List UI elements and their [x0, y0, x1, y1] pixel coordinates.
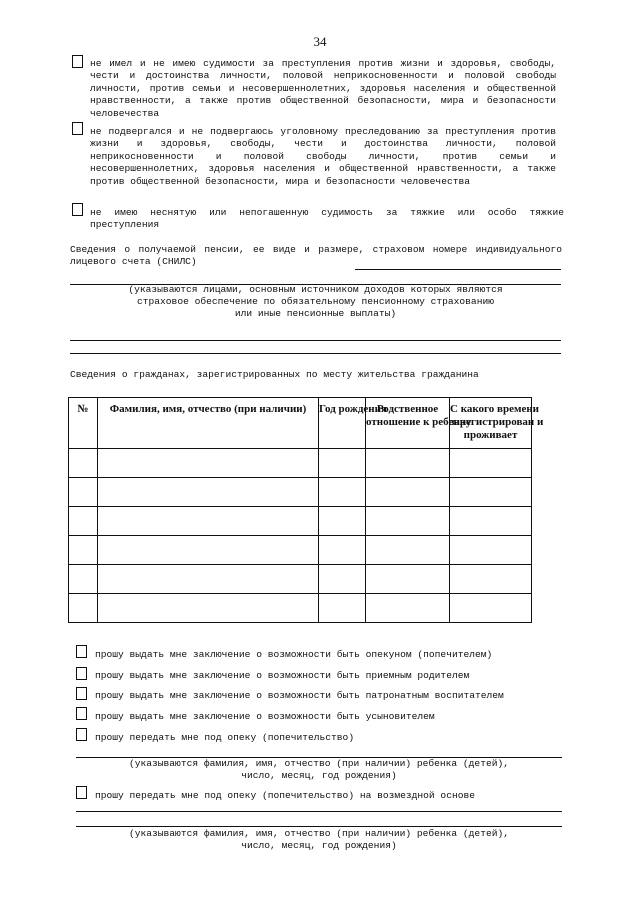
cell[interactable] [319, 449, 366, 478]
cell[interactable] [98, 565, 319, 594]
request-guardianship-transfer: прошу передать мне под опеку (попечительство) [95, 732, 355, 743]
child-caption-2: (указываются фамилия, имя, отчество (при наличии) ребенка (детей), число, месяц, год рождения) [129, 828, 509, 852]
cell[interactable] [450, 594, 532, 623]
child-field-line-2b[interactable] [76, 826, 562, 827]
cell[interactable] [319, 478, 366, 507]
cell[interactable] [366, 536, 450, 565]
cell[interactable] [69, 594, 98, 623]
registered-title: Сведения о гражданах, зарегистрированных по месту жительства гражданина [70, 369, 479, 380]
table-row [69, 594, 532, 623]
cell[interactable] [319, 507, 366, 536]
cell[interactable] [450, 507, 532, 536]
request-foster-parent: прошу выдать мне заключение о возможности быть приемным родителем [95, 670, 470, 681]
header-birth: Год рождения [319, 398, 366, 449]
cell[interactable] [450, 536, 532, 565]
declaration-no-grave-conviction: не имею неснятую или непогашенную судимость за тяжкие или особо тяжкие преступления [90, 207, 564, 231]
checkbox-no-prosecution[interactable] [72, 122, 83, 135]
pension-label: Сведения о получаемой пенсии, ее виде и размере, страховом номере индивидуального лицевого счета (СНИЛС) [70, 244, 562, 268]
checkbox-paid-guardianship[interactable] [76, 786, 87, 799]
request-patronage: прошу выдать мне заключение о возможности быть патронатным воспитателем [95, 690, 504, 701]
cell[interactable] [69, 478, 98, 507]
table-row [69, 478, 532, 507]
header-relation: Родственное отношение к ребенку [366, 398, 450, 449]
page-number: 34 [313, 34, 327, 49]
checkbox-no-grave-conviction[interactable] [72, 203, 83, 216]
cell[interactable] [98, 536, 319, 565]
checkbox-adopter[interactable] [76, 707, 87, 720]
cell[interactable] [366, 507, 450, 536]
request-paid-guardianship: прошу передать мне под опеку (попечительство) на возмездной основе [95, 790, 475, 801]
child-caption-1: (указываются фамилия, имя, отчество (при наличии) ребенка (детей), число, месяц, год рождения) [129, 758, 509, 782]
cell[interactable] [98, 478, 319, 507]
header-num: № [69, 398, 98, 449]
cell[interactable] [69, 449, 98, 478]
table-header-row [69, 398, 532, 449]
request-adopter: прошу выдать мне заключение о возможности быть усыновителем [95, 711, 435, 722]
cell[interactable] [69, 536, 98, 565]
checkbox-no-criminal-record[interactable] [72, 55, 83, 68]
table-row [69, 507, 532, 536]
cell[interactable] [69, 507, 98, 536]
cell[interactable] [319, 594, 366, 623]
table-row [69, 449, 532, 478]
cell[interactable] [98, 594, 319, 623]
declaration-no-prosecution: не подвергался и не подвергаюсь уголовному преследованию за преступления против жизни и здоровья, свободы, чести и достоинства личности, половой неприкосновенности и половой свободы личности, против семьи и несовершеннолетних, здоровья населения и общественной нравственности, а также против общественной безопасности, мира и безопасности человечества [90, 126, 556, 187]
header-name: Фамилия, имя, отчество (при наличии) [98, 398, 319, 449]
cell[interactable] [98, 507, 319, 536]
checkbox-guardian[interactable] [76, 645, 87, 658]
cell[interactable] [450, 478, 532, 507]
header-since: С какого времени зарегистрирован и проживает [450, 398, 532, 449]
child-field-line-2a[interactable] [76, 811, 562, 812]
cell[interactable] [366, 594, 450, 623]
cell[interactable] [69, 565, 98, 594]
pension-extra-line-2[interactable] [70, 353, 561, 354]
declaration-no-criminal-record: не имел и не имею судимости за преступления против жизни и здоровья, свободы, чести и достоинства личности, половой неприкосновенности и половой свободы личности, против семьи и несовершеннолетних, здоровья населения и общественной нравственности, а также против общественной безопасности, мира и безопасности человечества [90, 58, 556, 119]
pension-extra-line-1[interactable] [70, 340, 561, 341]
snils-field-line[interactable] [355, 269, 561, 270]
checkbox-guardianship-transfer[interactable] [76, 728, 87, 741]
checkbox-foster-parent[interactable] [76, 667, 87, 680]
cell[interactable] [366, 565, 450, 594]
table-row [69, 565, 532, 594]
pension-caption: (указываются лицами, основным источником доходов которых являются страховое обеспечение по обязательному пенсионному страхованию или иные пенсионные выплаты) [128, 284, 503, 320]
checkbox-patronage[interactable] [76, 687, 87, 700]
cell[interactable] [319, 565, 366, 594]
cell[interactable] [98, 449, 319, 478]
table-row [69, 536, 532, 565]
cell[interactable] [366, 478, 450, 507]
cell[interactable] [319, 536, 366, 565]
request-guardian: прошу выдать мне заключение о возможности быть опекуном (попечителем) [95, 649, 493, 660]
cell[interactable] [366, 449, 450, 478]
registered-table [68, 397, 544, 623]
cell[interactable] [450, 449, 532, 478]
cell[interactable] [450, 565, 532, 594]
